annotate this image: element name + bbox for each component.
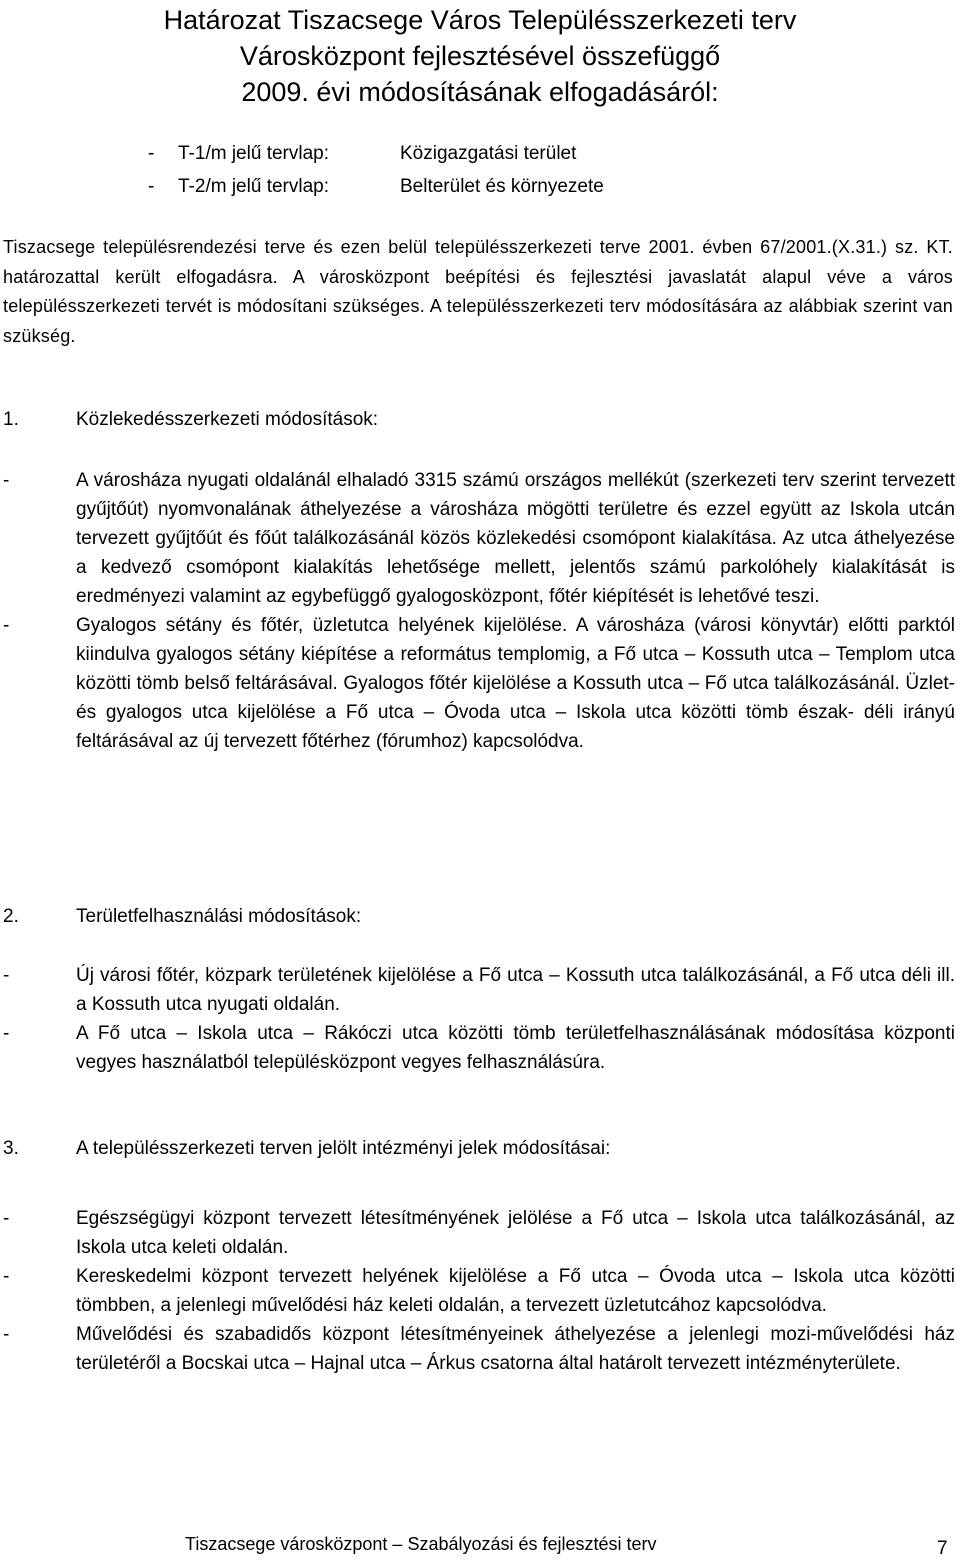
- tervlap-dash: -: [148, 176, 155, 197]
- section-3-list: [3, 1204, 955, 1378]
- section-heading-3: [3, 1138, 610, 1160]
- bullet-dash: -: [3, 1266, 10, 1287]
- list-item: [3, 1320, 955, 1378]
- list-item: [3, 611, 955, 756]
- section-title: A településszerkezeti terven jelölt intézményi jelek módosításai:: [76, 1138, 611, 1159]
- page-title: [0, 2, 960, 110]
- bullet-text: Gyalogos sétány és főtér, üzletutca helyének kijelölése. A városháza (városi könyvtár) előtti parktól kiindulva gyalogos sétány kiépítése a református templomig, a Fő utca – Kossuth utca – Templom utca közötti tömb belső feltárásával. Gyalogos főtér kijelölése a Kossuth utca – Fő utca találkozásánál. Üzlet- és gyalogos utca kijelölése a Fő utca – Óvoda utca – Iskola utca közötti tömb észak- déli irányú feltárásával az új tervezett főtérhez (fórumhoz) kapcsolódva.: [76, 615, 955, 752]
- bullet-text: Új városi főtér, közpark területének kijelölése a Fő utca – Kossuth utca találkozásánál, a Fő utca déli ill. a Kossuth utca nyugati oldalán.: [76, 965, 955, 1015]
- tervlap-item: [148, 170, 604, 203]
- bullet-dash: -: [3, 1023, 10, 1044]
- list-item: [3, 1019, 955, 1077]
- list-item: [3, 1262, 955, 1320]
- bullet-dash: -: [3, 1208, 10, 1229]
- tervlap-list: [148, 137, 604, 203]
- list-item: [3, 466, 955, 611]
- section-title: Közlekedésszerkezeti módosítások:: [76, 409, 379, 430]
- intro-paragraph: Tiszacsege településrendezési terve és ezen belül településszerkezeti terve 2001. évben 67/2001.(X.31.) sz. KT. határozattal került elfogadásra. A városközpont beépítési és fejlesztési javaslatát alapul véve a város településszerkezeti tervét is módosítani szükséges. A településszerkezeti terv módosítására az alábbiak szerint van szükség.: [3, 237, 953, 346]
- bullet-text: A Fő utca – Iskola utca – Rákóczi utca közötti tömb területfelhasználásának módosítása központi vegyes használatból településközpont vegyes felhasználásúra.: [76, 1023, 955, 1073]
- list-item: [3, 961, 955, 1019]
- tervlap-item: [148, 137, 604, 170]
- bullet-dash: -: [3, 1324, 10, 1345]
- section-heading-2: [3, 906, 361, 928]
- tervlap-code: T-1/m jelű tervlap:: [178, 143, 329, 164]
- tervlap-dash: -: [148, 143, 155, 164]
- title-line-1: Határozat Tiszacsege Város Településszerkezeti terv: [163, 5, 797, 35]
- list-item: [3, 1204, 955, 1262]
- bullet-text: Egészségügyi központ tervezett létesítményének jelölése a Fő utca – Iskola utca találkozásánál, az Iskola utca keleti oldalán.: [76, 1208, 955, 1258]
- bullet-text: Művelődési és szabadidős központ létesítményeinek áthelyezése a jelenlegi mozi-művelődési ház területéről a Bocskai utca – Hajnal utca – Árkus csatorna által határolt tervezett intézményterülete.: [76, 1324, 955, 1374]
- section-number: 1.: [3, 409, 19, 430]
- bullet-dash: -: [3, 615, 10, 636]
- section-heading-1: [3, 409, 378, 431]
- bullet-text: Kereskedelmi központ tervezett helyének kijelölése a Fő utca – Óvoda utca – Iskola utca közötti tömbben, a jelenlegi művelődési ház keleti oldalán, a tervezett üzletutcához kapcsolódva.: [76, 1266, 955, 1316]
- page-number: 7: [937, 1538, 948, 1559]
- tervlap-name: Közigazgatási terület: [400, 143, 577, 164]
- section-2-list: [3, 961, 955, 1077]
- section-number: 3.: [3, 1138, 19, 1159]
- tervlap-code: T-2/m jelű tervlap:: [178, 176, 329, 197]
- page-footer: Tiszacsege városközpont – Szabályozási és fejlesztési terv: [185, 1534, 657, 1554]
- title-line-3: 2009. évi módosításának elfogadásáról:: [241, 77, 719, 107]
- section-title: Területfelhasználási módosítások:: [76, 906, 362, 927]
- section-number: 2.: [3, 906, 19, 927]
- title-line-2: Városközpont fejlesztésével összefüggő: [239, 41, 721, 71]
- section-1-list: [3, 466, 955, 756]
- bullet-text: A városháza nyugati oldalánál elhaladó 3315 számú országos mellékút (szerkezeti terv szerint tervezett gyűjtőút) nyomvonalának áthelyezése a városháza mögötti területre és ezzel együtt az Iskola utcán tervezett gyűjtőút és főút találkozásánál közös közlekedési csomópont kialakítása. Az utca áthelyezése a kedvező csomópont kialakítás lehetősége mellett, jelentős számú parkolóhely kialakítását is eredményezi valamint az egybefüggő gyalogosközpont, főtér kiépítését is lehetővé teszi.: [76, 470, 955, 607]
- bullet-dash: -: [3, 965, 10, 986]
- bullet-dash: -: [3, 470, 10, 491]
- tervlap-name: Belterület és környezete: [400, 176, 604, 197]
